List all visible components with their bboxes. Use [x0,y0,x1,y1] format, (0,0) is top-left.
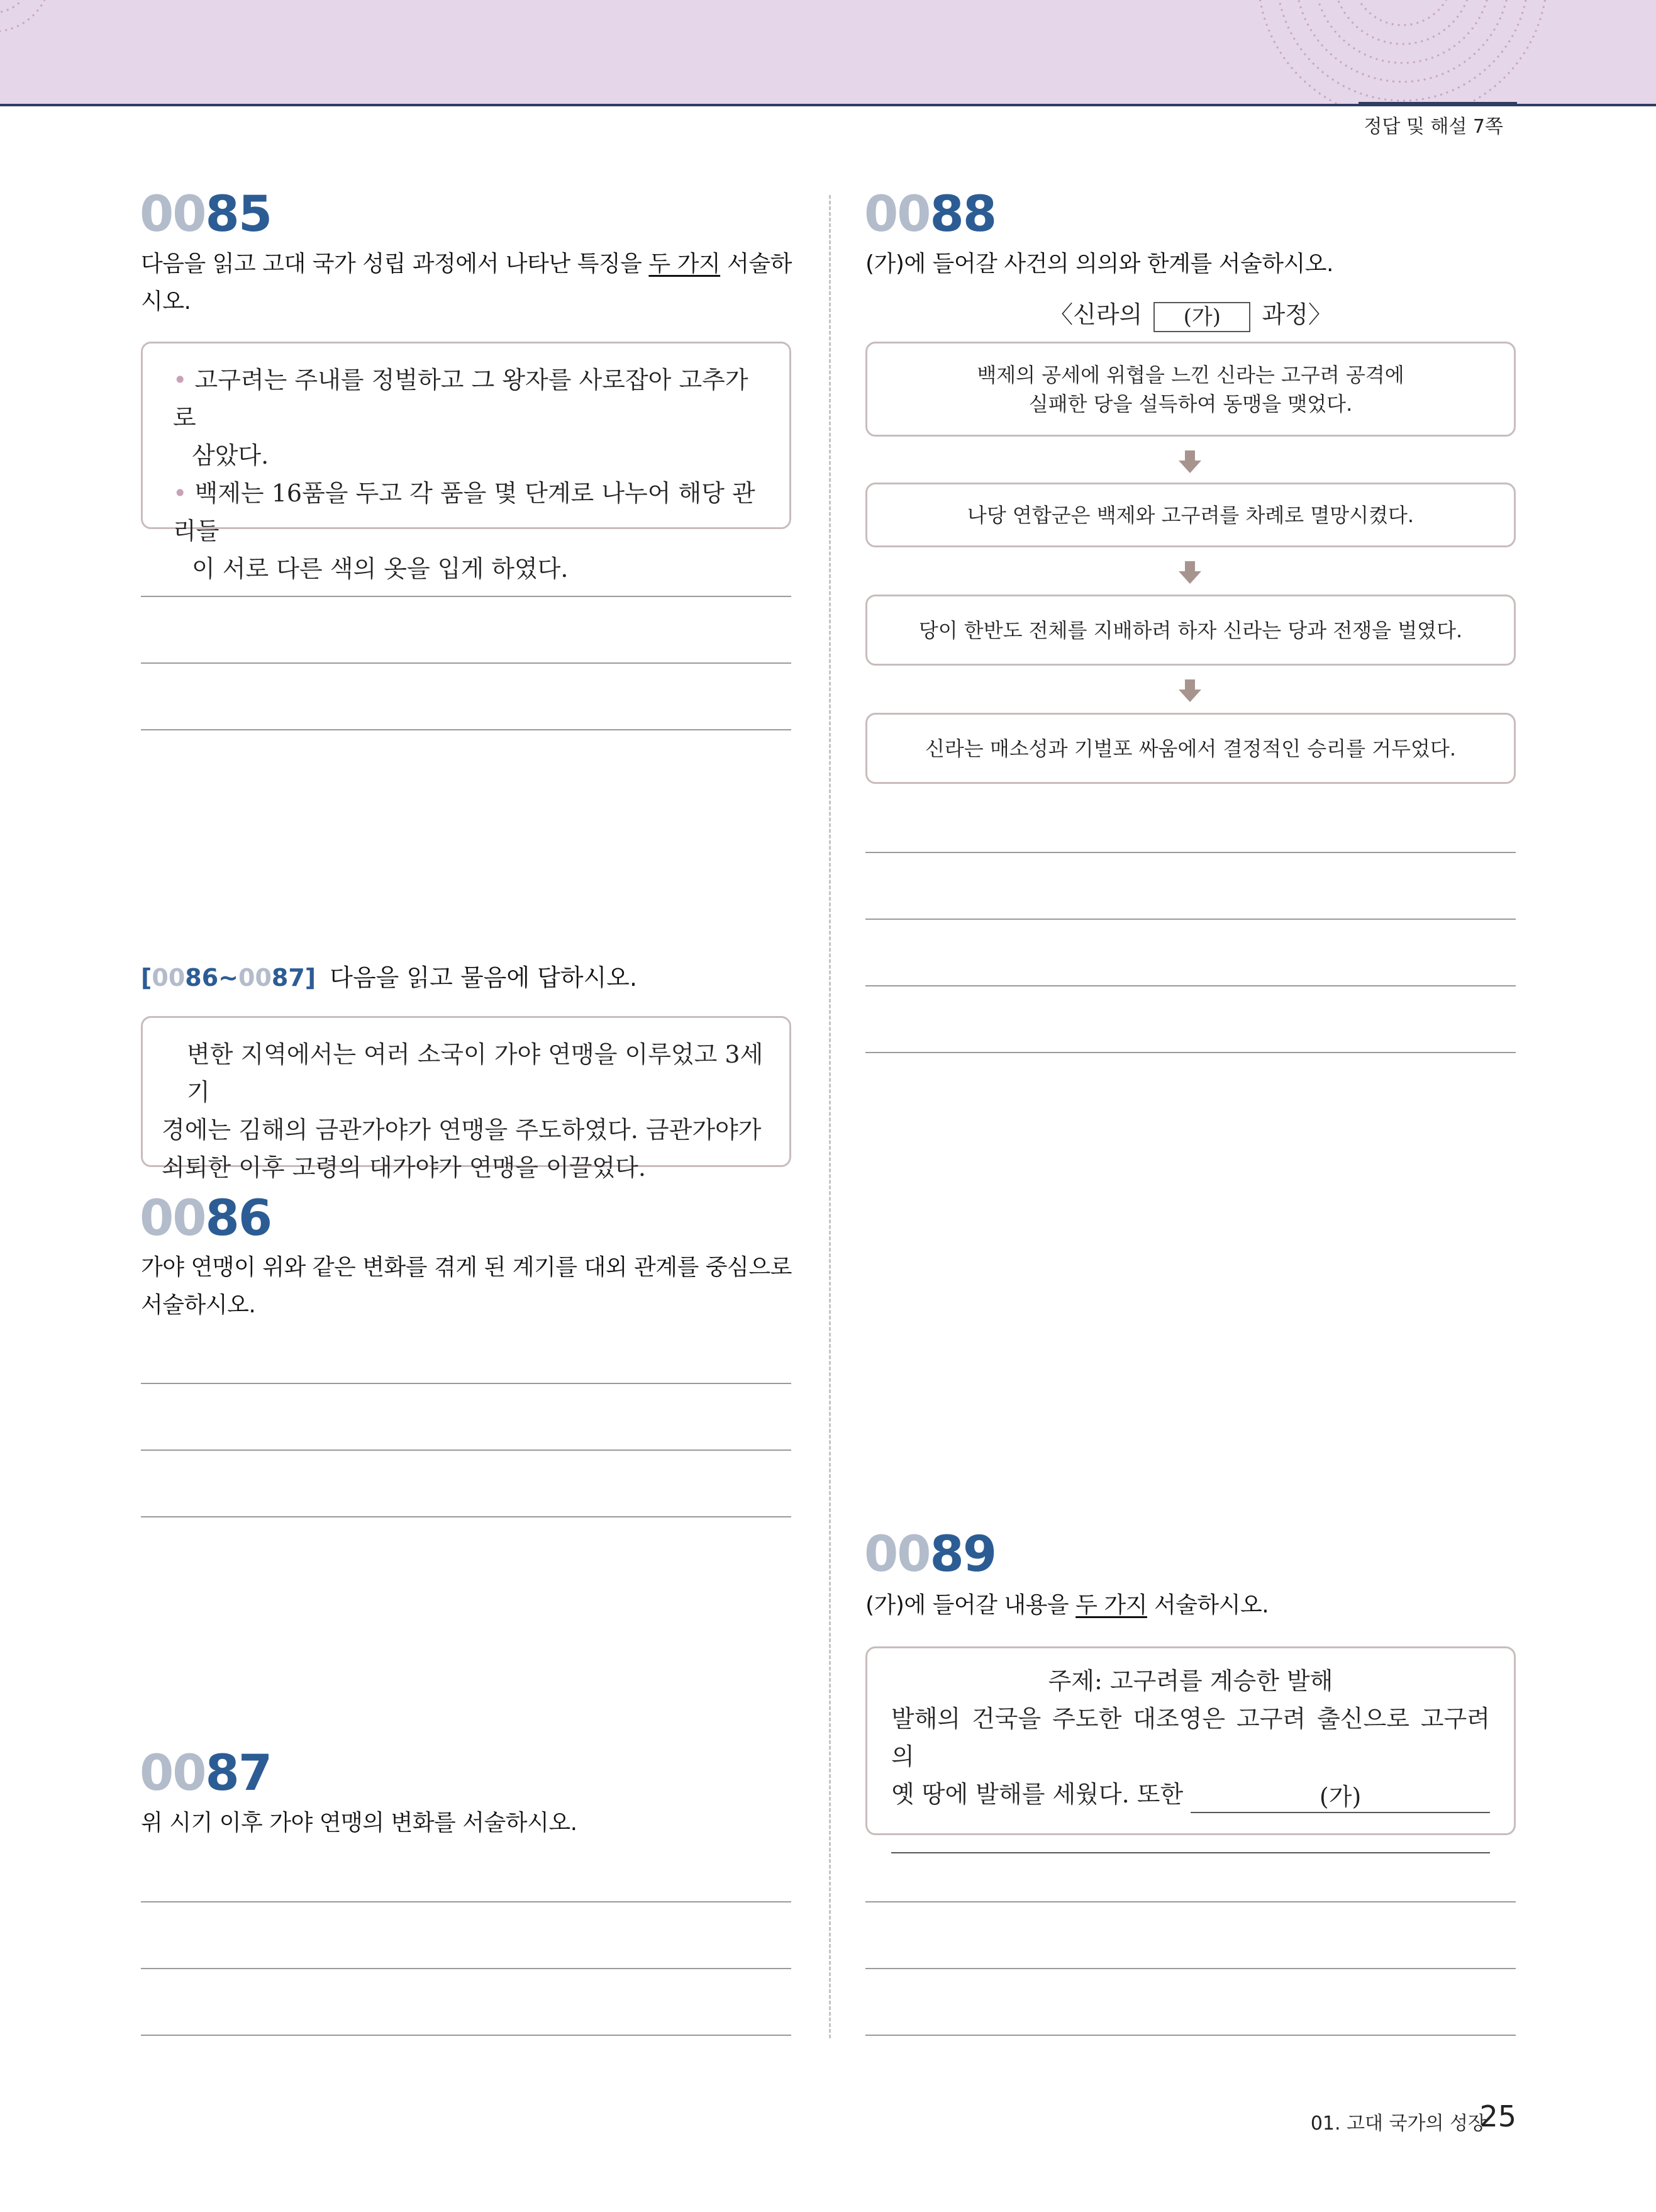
number-main: 86 [185,964,219,991]
flow-step-text: 실패한 당을 설득하여 동맹을 맺었다. [1028,391,1353,416]
flow-step-2 [865,483,1516,547]
number-main: 86 [205,1190,272,1247]
source-box-85 [141,342,791,583]
number-main: 87 [271,964,305,991]
down-arrow-icon [1177,679,1203,703]
prompt-text: 서술하시오. [1147,1592,1269,1618]
number-prefix: 00 [864,1526,930,1583]
topic-box-89 [865,1646,1516,1835]
question-number-85 [140,186,272,243]
passage-box-86-87 [141,1016,791,1181]
bullet-text: 이 서로 다른 색의 옷을 입게 하였다. [192,555,569,583]
number-main: 87 [205,1745,272,1802]
answer-line[interactable] [865,919,1516,920]
answer-line[interactable] [141,1516,791,1517]
question-88-prompt [865,245,1520,283]
number-prefix: 00 [152,964,186,991]
number-main: 89 [930,1526,996,1583]
flow-step-text: 나당 연합군은 백제와 고구려를 차례로 멸망시켰다. [967,503,1414,527]
topic-line: 발해의 건국을 주도한 대조영은 고구려 출신으로 고구려의 [891,1705,1490,1770]
answer-line[interactable] [141,1901,791,1902]
passage-line: 경에는 김해의 금관가야가 연맹을 주도하였다. 금관가야가 [162,1116,762,1144]
topic-line [891,1775,1490,1813]
underlined-emphasis: 두 가지 [1075,1592,1147,1618]
tilde: ~ [218,964,238,991]
bullet-dot-icon: • [173,479,187,507]
answer-line[interactable] [141,729,791,730]
number-prefix: 00 [140,1190,206,1247]
flow-title [865,296,1516,333]
number-main: 85 [205,186,272,243]
topic-title: 주제: 고구려를 계승한 발해 [1048,1667,1333,1695]
number-prefix: 00 [238,964,272,991]
flow-step-1 [865,342,1516,437]
header-band [0,0,1656,106]
answer-line[interactable] [141,2035,791,2036]
prompt-text: 서술하시오. [141,1292,256,1318]
group-heading-86-87 [141,958,637,993]
topic-text: 옛 땅에 발해를 세웠다. 또한 [891,1780,1184,1808]
number-prefix: 00 [140,1745,206,1802]
bracket: ] [304,964,316,991]
page-number: 25 [1479,2099,1516,2133]
bullet-item [173,474,768,550]
question-86-prompt [141,1249,808,1324]
flow-title-text: 〈신라의 [1049,301,1143,328]
answer-line[interactable] [141,1968,791,1969]
flow-step-4 [865,713,1516,784]
question-number-88 [864,186,996,243]
question-89-prompt [865,1587,1520,1624]
down-arrow-icon [1177,450,1203,474]
fill-in-blank[interactable]: (가) [1191,1782,1490,1813]
prompt-text: 위 시기 이후 가야 연맹의 변화를 서술하시오. [141,1810,577,1836]
prompt-text: (가)에 들어갈 사건의 의의와 한계를 서술하시오. [865,251,1333,277]
flow-title-text: 과정〉 [1262,301,1332,328]
passage-line: 변한 지역에서는 여러 소국이 가야 연맹을 이루었고 3세기 [187,1041,764,1106]
answer-line[interactable] [865,2035,1516,2036]
flow-step-text: 백제의 공세에 위협을 느낀 신라는 고구려 공격에 [977,362,1404,387]
answer-line[interactable] [865,1052,1516,1053]
answer-line[interactable] [141,1383,791,1384]
prompt-text: (가)에 들어갈 내용을 [865,1592,1076,1618]
answer-line[interactable] [141,662,791,664]
bullet-text: 삼았다. [192,442,269,469]
footer-chapter: 01. 고대 국가의 성장 [1310,2113,1486,2135]
flow-title-blank: (가) [1153,302,1250,332]
bullet-dot-icon: • [173,366,187,394]
answer-reference: 정답 및 해설 7쪽 [1364,116,1503,138]
question-85-prompt [141,245,795,321]
prompt-text: 가야 연맹이 위와 같은 변화를 겪게 된 계기를 대외 관계를 중심으로 [141,1254,792,1280]
prompt-text: 시오. [141,289,191,315]
answer-line[interactable] [865,985,1516,986]
bullet-item [173,361,768,437]
question-number-87 [140,1745,272,1802]
group-instruction: 다음을 읽고 물음에 답하시오. [330,964,638,991]
column-divider [829,195,831,2038]
decorative-circles [0,0,1656,104]
flow-step-text: 신라는 매소성과 기벌포 싸움에서 결정적인 승리를 거두었다. [925,736,1456,761]
number-prefix: 00 [140,186,206,243]
bracket: [ [141,964,152,991]
prompt-text: 서술하 [720,251,792,277]
flow-step-3 [865,595,1516,666]
question-number-89 [864,1526,996,1583]
answer-line[interactable] [865,1968,1516,1969]
prompt-text: 다음을 읽고 고대 국가 성립 과정에서 나타난 특징을 [141,251,649,277]
down-arrow-icon [1177,561,1203,585]
bullet-text: 고구려는 주내를 정벌하고 그 왕자를 사로잡아 고추가로 [173,366,748,432]
answer-line[interactable] [865,1901,1516,1902]
answer-line[interactable] [865,852,1516,853]
flow-step-text: 당이 한반도 전체를 지배하려 하자 신라는 당과 전쟁을 벌였다. [918,618,1463,642]
number-main: 88 [930,186,996,243]
number-prefix: 00 [864,186,930,243]
question-87-prompt [141,1804,795,1842]
passage-line: 쇠퇴한 이후 고령의 대가야가 연맹을 이끌었다. [162,1154,646,1181]
fill-in-blank-line[interactable] [891,1823,1490,1853]
underlined-emphasis: 두 가지 [648,251,721,277]
question-number-86 [140,1190,272,1247]
bullet-text: 백제는 16품을 두고 각 품을 몇 단계로 나누어 해당 관리들 [173,479,755,545]
answer-line[interactable] [141,1450,791,1451]
answer-line[interactable] [141,596,791,597]
answer-tab [1359,102,1517,106]
